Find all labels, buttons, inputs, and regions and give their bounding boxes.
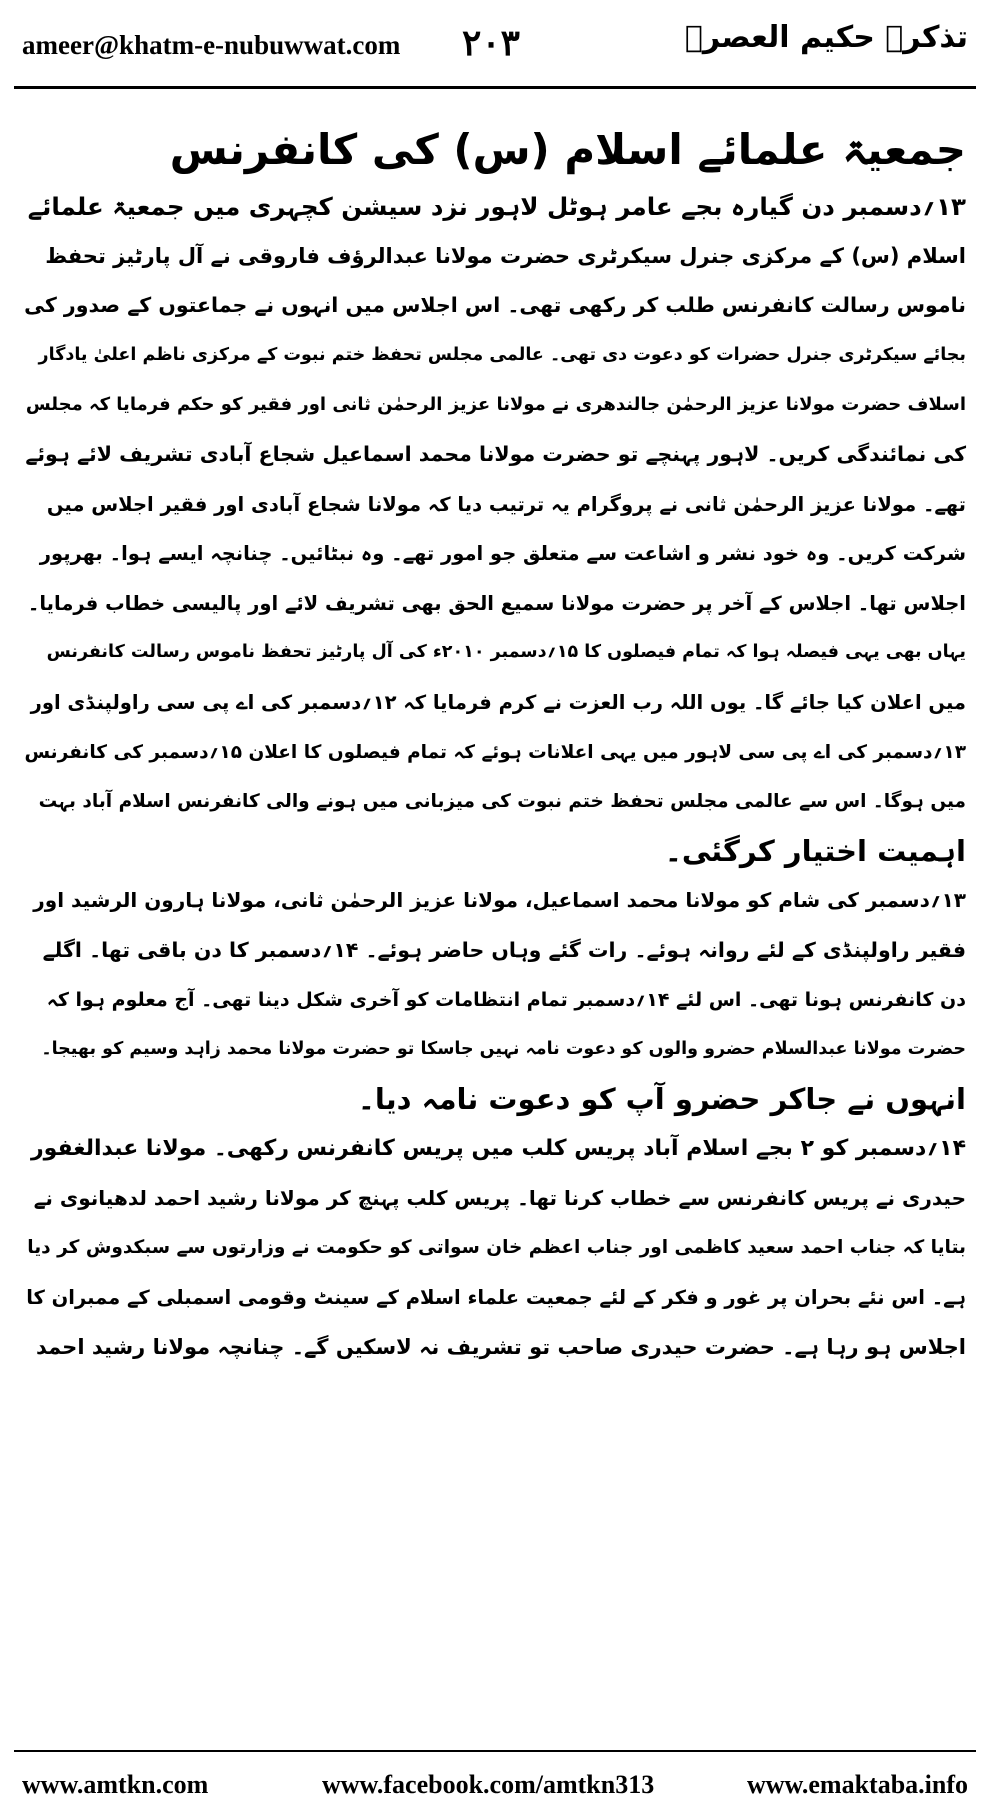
text-line: اجلاس ہو رہا ہے۔ حضرت حیدری صاحب تو تشریف نہ لاسکیں گے۔ چنانچہ مولانا رشید احمد bbox=[35, 1334, 966, 1359]
text-line: ہے۔ اس نئے بحران پر غور و فکر کے لئے جمعیت علماء اسلام کے سینٹ وقومی اسمبلی کے ممبران کا bbox=[26, 1286, 966, 1310]
article-body bbox=[24, 182, 966, 1372]
text-line: اجلاس تھا۔ اجلاس کے آخر پر حضرت مولانا سمیع الحق بھی تشریف لائے اور پالیسی خطاب فرمایا۔ bbox=[27, 591, 966, 615]
text-line: یہاں بھی یہی فیصلہ ہوا کہ تمام فیصلوں کا ۱۵؍دسمبر ۲۰۱۰ء کی آل پارٹیز تحفظ ناموس رسالت کانفرنس bbox=[46, 642, 966, 663]
text-line: شرکت کریں۔ وہ خود نشر و اشاعت سے متعلق جو امور تھے۔ وہ نبٹائیں۔ چنانچہ ایسے ہوا۔ بھرپور bbox=[39, 542, 966, 566]
page-header bbox=[22, 14, 968, 84]
article-title: جمعیۃ علمائے اسلام (س) کی کانفرنس bbox=[169, 125, 966, 174]
footer-link-emaktaba[interactable]: www.emaktaba.info bbox=[746, 1770, 968, 1799]
text-line: بتایا کہ جناب احمد سعید کاظمی اور جناب اعظم خان سواتی کو حکومت نے وزارتوں سے سبکدوش کر دیا bbox=[27, 1237, 966, 1259]
footer-link-facebook[interactable]: www.facebook.com/amtkn313 bbox=[322, 1770, 655, 1799]
text-line: تھے۔ مولانا عزیز الرحمٰن ثانی نے پروگرام یہ ترتیب دیا کہ مولانا شجاع آبادی اور فقیر اجلاس میں bbox=[46, 492, 966, 516]
text-line: ناموس رسالت کانفرنس طلب کر رکھی تھی۔ اس اجلاس میں انہوں نے جماعتوں کے صدور کی bbox=[24, 293, 966, 318]
text-line: دن کانفرنس ہونا تھی۔ اس لئے ۱۴؍دسمبر تمام انتظامات کو آخری شکل دینا تھی۔ آج معلوم ہوا کہ bbox=[46, 988, 966, 1011]
book-title: تذکرہ حکیم العصرؒ bbox=[684, 20, 968, 55]
text-line: میں اعلان کیا جائے گا۔ یوں اللہ رب العزت نے کرم فرمایا کہ ۱۲؍دسمبر کی اے پی سی راولپنڈی اور bbox=[30, 690, 966, 714]
text-line: انہوں نے جاکر حضرو آپ کو دعوت نامہ دیا۔ bbox=[357, 1081, 966, 1116]
text-line: اہمیت اختیار کرگئی۔ bbox=[664, 833, 966, 868]
text-line: حیدری نے پریس کانفرنس سے خطاب کرنا تھا۔ پریس کلب پہنچ کر مولانا رشید احمد لدھیانوی نے bbox=[33, 1185, 966, 1210]
text-line: کی نمائندگی کریں۔ لاہور پہنچے تو حضرت مولانا محمد اسماعیل شجاع آبادی تشریف لائے ہوئے bbox=[25, 441, 966, 466]
footer-link-amtkn[interactable]: www.amtkn.com bbox=[22, 1770, 209, 1799]
article bbox=[24, 118, 966, 1372]
text-line: ۱۳؍دسمبر کی شام کو مولانا محمد اسماعیل، مولانا عزیز الرحمٰن ثانی، مولانا ہارون الرشید اور bbox=[33, 888, 966, 913]
footer-divider bbox=[14, 1750, 976, 1752]
text-line: ۱۳؍دسمبر کی اے پی سی لاہور میں یہی اعلانات ہوئے کہ تمام فیصلوں کا اعلان ۱۵؍دسمبر کی کانفرنس bbox=[24, 741, 966, 763]
text-line: اسلاف حضرت مولانا عزیز الرحمٰن جالندھری نے مولانا عزیز الرحمٰن ثانی اور فقیر کو حکم فرمایا کہ مجلس bbox=[25, 394, 966, 416]
header-divider bbox=[14, 86, 976, 89]
page-footer bbox=[22, 1760, 968, 1800]
text-line: اسلام (س) کے مرکزی جنرل سیکرٹری حضرت مولانا عبدالرؤف فاروقی نے آل پارٹیز تحفظ bbox=[45, 243, 966, 268]
text-line: بجائے سیکرٹری جنرل حضرات کو دعوت دی تھی۔ عالمی مجلس تحفظ ختم نبوت کے مرکزی ناظم اعلیٰ یادگار bbox=[38, 344, 966, 365]
text-line: میں ہوگا۔ اس سے عالمی مجلس تحفظ ختم نبوت کی میزبانی میں ہونے والی کانفرنس اسلام آباد بہت bbox=[38, 791, 966, 813]
text-line: ۱۴؍دسمبر کو ۲ بجے اسلام آباد پریس کلب میں پریس کانفرنس رکھی۔ مولانا عبدالغفور bbox=[31, 1136, 966, 1162]
text-line: فقیر راولپنڈی کے لئے روانہ ہوئے۔ رات گئے وہاں حاضر ہوئے۔ ۱۴؍دسمبر کا دن باقی تھا۔ اگلے bbox=[42, 937, 966, 962]
header-email: ameer@khatm-e-nubuwwat.com bbox=[22, 30, 401, 60]
text-line: حضرت مولانا عبدالسلام حضرو والوں کو دعوت نامہ نہیں جاسکا تو حضرت مولانا محمد زاہد وسیم کو بھیجا۔ bbox=[41, 1039, 966, 1060]
text-line: ۱۳؍دسمبر دن گیارہ بجے عامر ہوٹل لاہور نزد سیشن کچہری میں جمعیۃ علمائے bbox=[27, 192, 966, 221]
page-number: ٢٠٣ bbox=[462, 22, 521, 64]
